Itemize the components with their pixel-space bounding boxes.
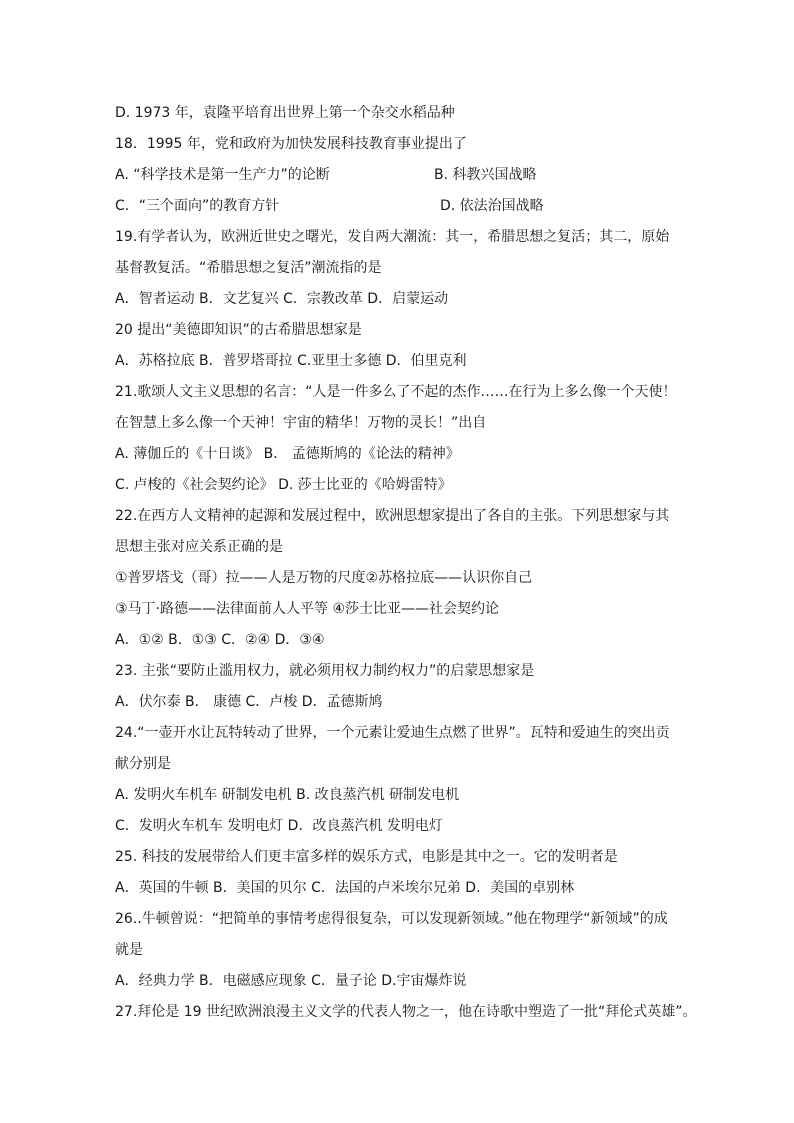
- question-18: 18．1995 年，党和政府为加快发展科技教育事业提出了: [115, 136, 467, 152]
- question-23: 23. 主张“要防止滥用权力，就必须用权力制约权力”的启蒙思想家是: [115, 663, 535, 679]
- question-24-line-2: 献分别是: [115, 756, 171, 772]
- statements-22-a: ①普罗塔戈（哥）拉——人是万物的尺度②苏格拉底——认识你自己: [115, 570, 533, 586]
- question-21-line-2: 在智慧上多么像一个天神！宇宙的精华！万物的灵长！”出自: [115, 415, 487, 431]
- question-27-line-1: 27.拜伦是 19 世纪欧洲浪漫主义文学的代表人物之一，他在诗歌中塑造了一批“拜伦式英雄”。: [115, 1004, 697, 1020]
- option-18-a: A. “科学技术是第一生产力”的论断: [115, 167, 330, 183]
- question-26-line-1: 26..牛顿曾说：“把简单的事情考虑得很复杂，可以发现新领域。”他在物理学“新领域”的成: [115, 911, 668, 927]
- option-18-b: B. 科教兴国战略: [434, 167, 537, 183]
- option-17-d: D. 1973 年，袁隆平培育出世界上第一个杂交水稻品种: [115, 105, 455, 121]
- options-26: A．经典力学 B．电磁感应现象 C．量子论 D.宇宙爆炸说: [115, 973, 467, 989]
- question-25: 25. 科技的发展带给人们更丰富多样的娱乐方式，电影是其中之一。它的发明者是: [115, 849, 618, 865]
- options-24-ab: A. 发明火车机车 研制发电机 B. 改良蒸汽机 研制发电机: [115, 787, 460, 803]
- question-20: 20 提出“美德即知识”的古希腊思想家是: [115, 322, 362, 338]
- options-19: A．智者运动 B．文艺复兴 C．宗教改革 D．启蒙运动: [115, 291, 449, 307]
- question-19-line-2: 基督教复活。“希腊思想之复活”潮流指的是: [115, 260, 382, 276]
- question-21-line-1: 21.歌颂人文主义思想的名言：“人是一件多么了不起的杰作……在行为上多么像一个天使！: [115, 384, 677, 400]
- option-18-d: D. 依法治国战略: [440, 198, 544, 214]
- options-21-cd: C. 卢梭的《社会契约论》 D. 莎士比亚的《哈姆雷特》: [115, 477, 452, 493]
- question-26-line-2: 就是: [115, 942, 143, 958]
- question-22-line-2: 思想主张对应关系正确的是: [115, 539, 283, 555]
- option-18-c: C．“三个面向”的教育方针: [115, 198, 280, 214]
- question-19-line-1: 19.有学者认为，欧洲近世史之曙光，发自两大潮流：其一，希腊思想之复活；其二，原始: [115, 229, 670, 245]
- options-21-ab: A. 薄伽丘的《十日谈》 B． 孟德斯鸠的《论法的精神》: [115, 446, 460, 462]
- question-24-line-1: 24.“一壶开水让瓦特转动了世界，一个元素让爱迪生点燃了世界”。瓦特和爱迪生的突出贡: [115, 725, 670, 741]
- options-25: A．英国的牛顿 B．美国的贝尔 C．法国的卢米埃尔兄弟 D．美国的卓别林: [115, 880, 575, 896]
- options-22: A．①② B．①③ C．②④ D．③④: [115, 632, 325, 648]
- options-23: A．伏尔泰 B． 康德 C．卢梭 D．孟德斯鸠: [115, 694, 383, 710]
- statements-22-b: ③马丁·路德——法律面前人人平等 ④莎士比亚——社会契约论: [115, 601, 500, 617]
- options-24-cd: C．发明火车机车 发明电灯 D．改良蒸汽机 发明电灯: [115, 818, 443, 834]
- options-20: A．苏格拉底 B．普罗塔哥拉 C.亚里士多德 D．伯里克利: [115, 353, 467, 369]
- question-22-line-1: 22.在西方人文精神的起源和发展过程中，欧洲思想家提出了各自的主张。下列思想家与其: [115, 508, 670, 524]
